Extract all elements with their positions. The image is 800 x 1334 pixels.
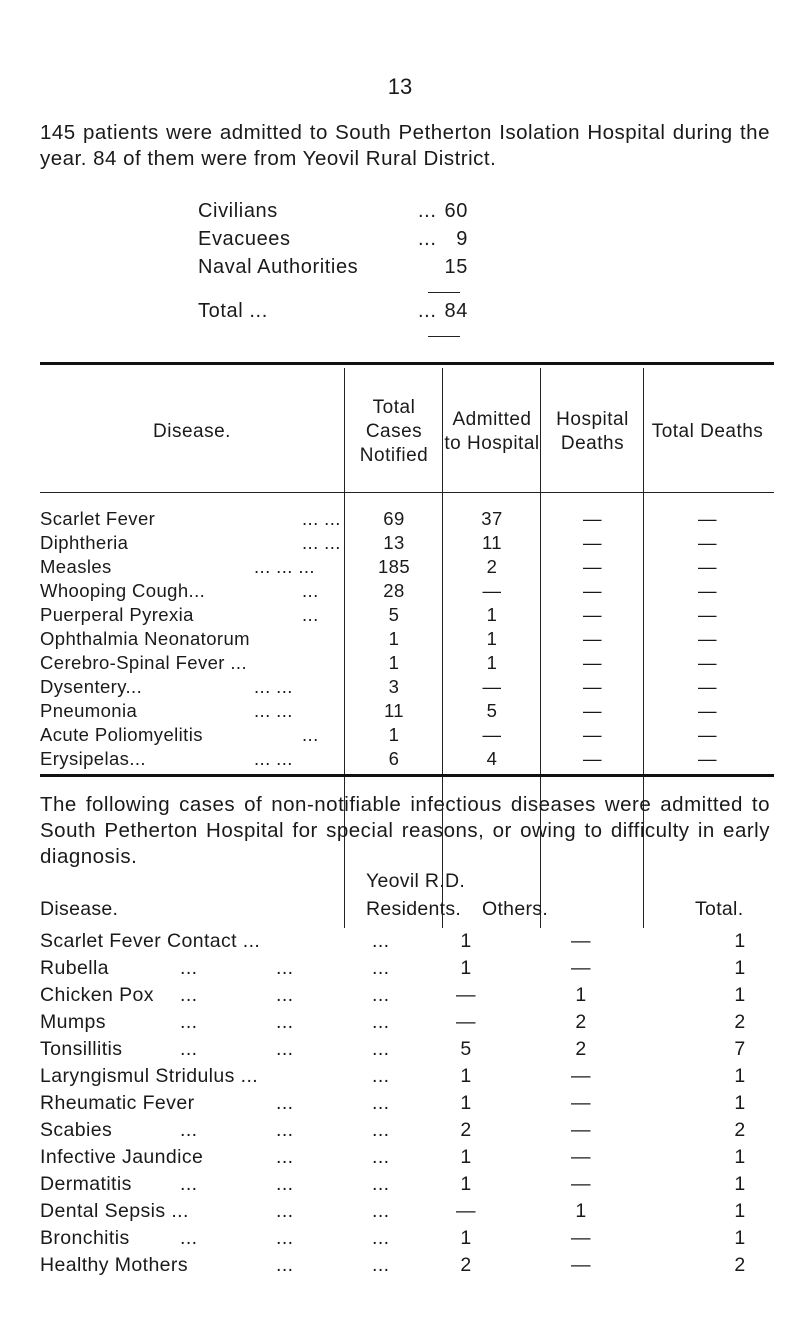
summary-label: Naval Authorities: [198, 256, 359, 278]
disease-name: Tonsillitis: [40, 1038, 123, 1060]
leader-dots: ...: [276, 1146, 294, 1168]
table-row: [40, 532, 774, 556]
cell-total-deaths: —: [698, 580, 717, 601]
cell-cases: 11: [383, 700, 404, 721]
leader-dots: ... ...: [254, 748, 293, 769]
cell-total-deaths: —: [698, 604, 717, 625]
leader-dots: ...: [372, 1011, 390, 1033]
header-disease: Disease.: [40, 898, 119, 920]
leader-dots: ...: [372, 1146, 390, 1168]
cell-hosp-deaths: —: [583, 604, 602, 625]
cell-admitted: 4: [486, 748, 498, 769]
disease-name: Mumps: [40, 1011, 106, 1033]
leader-dots: ...: [372, 1065, 390, 1087]
cell-residents: 1: [460, 1092, 472, 1114]
cell-cases: 13: [383, 532, 405, 553]
cell-admitted: 1: [486, 652, 498, 673]
table-row: [40, 1092, 780, 1116]
header-admitted: Admitted to Hospital: [444, 409, 540, 454]
cell-admitted: 5: [486, 700, 498, 721]
intro-paragraph: [40, 120, 770, 172]
summary-dots: ...: [418, 200, 437, 222]
cell-others: —: [571, 1173, 591, 1195]
header-underline: [40, 492, 344, 493]
cell-total: 1: [734, 1065, 746, 1087]
summary-value: 9: [456, 228, 468, 250]
cell-total-deaths: —: [698, 748, 717, 769]
leader-dots: ...: [276, 1254, 294, 1276]
summary-label: Evacuees: [198, 228, 291, 250]
non-notifiable-paragraph: [40, 792, 770, 870]
leader-dots: ... ... ...: [254, 556, 315, 577]
cell-residents: 5: [460, 1038, 472, 1060]
leader-dots: ...: [276, 1173, 294, 1195]
header-underline: [541, 492, 643, 493]
cell-residents: 1: [460, 1146, 472, 1168]
cell-residents: 1: [460, 1065, 472, 1087]
cell-others: —: [571, 1146, 591, 1168]
disease-name: Dysentery...: [40, 676, 143, 697]
leader-dots: ...: [302, 604, 319, 625]
table-row: [40, 984, 780, 1008]
cell-total: 1: [734, 1173, 746, 1195]
cell-total: 1: [734, 957, 746, 979]
summary-dots: ...: [418, 228, 437, 250]
disease-name: Scarlet Fever: [40, 508, 156, 529]
page-number: 13: [387, 74, 413, 99]
cell-total: 1: [734, 1227, 746, 1249]
disease-name: Rheumatic Fever: [40, 1092, 195, 1114]
summary-row-civilians: [198, 200, 498, 226]
leader-dots: ...: [180, 957, 198, 979]
disease-name: Laryngismul Stridulus ...: [40, 1065, 259, 1087]
cell-total-deaths: —: [698, 724, 717, 745]
cell-cases: 3: [388, 676, 400, 697]
header-underline: [345, 492, 442, 493]
leader-dots: ...: [372, 984, 390, 1006]
cell-total-deaths: —: [698, 652, 717, 673]
disease-name: Dental Sepsis ...: [40, 1200, 189, 1222]
disease-name: Scabies: [40, 1119, 113, 1141]
cell-total: 1: [734, 1092, 746, 1114]
cell-admitted: 2: [486, 556, 498, 577]
cell-others: —: [571, 1227, 591, 1249]
summary-value: 60: [444, 200, 468, 222]
cell-others: —: [571, 1254, 591, 1276]
cell-others: 1: [575, 984, 587, 1006]
table-row: [40, 1254, 780, 1278]
table-row: [40, 580, 774, 604]
cell-others: —: [571, 1119, 591, 1141]
cell-total: 1: [734, 930, 746, 952]
disease-name: Scarlet Fever Contact ...: [40, 930, 261, 952]
leader-dots: ...: [180, 1038, 198, 1060]
leader-dots: ...: [276, 1119, 294, 1141]
leader-dots: ...: [180, 1227, 198, 1249]
cell-residents: 1: [460, 957, 472, 979]
disease-name: Rubella: [40, 957, 109, 979]
cell-admitted: —: [482, 676, 502, 697]
leader-dots: ... ...: [302, 532, 341, 553]
header-others: Others.: [482, 898, 549, 920]
leader-dots: ...: [276, 1092, 294, 1114]
cell-total: 1: [734, 1146, 746, 1168]
table-row: [40, 1146, 780, 1170]
header-total-deaths: Total Deaths: [651, 421, 764, 442]
cell-total: 2: [734, 1011, 746, 1033]
cell-others: 1: [575, 1200, 587, 1222]
leader-dots: ...: [372, 1038, 390, 1060]
cell-total: 7: [734, 1038, 746, 1060]
cell-total: 1: [734, 984, 746, 1006]
cell-residents: 1: [460, 930, 472, 952]
paragraph-text: The following cases of non-notifiable infectious diseases were admitted to South Petherton Hospital for special reasons, or owing to difficulty in early diagnosis.: [40, 793, 770, 868]
cell-hosp-deaths: —: [583, 628, 602, 649]
cell-total: 2: [734, 1119, 746, 1141]
leader-dots: ...: [276, 984, 294, 1006]
summary-dots: ...: [418, 300, 437, 322]
cell-cases: 28: [383, 580, 405, 601]
disease-name: Healthy Mothers: [40, 1254, 188, 1276]
header-underline: [644, 492, 774, 493]
leader-dots: ...: [276, 1038, 294, 1060]
cell-admitted: 37: [481, 508, 503, 529]
leader-dots: ...: [302, 724, 319, 745]
intro-text: 145 patients were admitted to South Petherton Isolation Hospital during the year. 84 of them were from Yeovil Rural District.: [40, 121, 770, 170]
table-row: [40, 930, 780, 954]
disease-name: Cerebro-Spinal Fever ...: [40, 652, 248, 673]
table-top-rule: [40, 362, 774, 365]
cell-total-deaths: —: [698, 628, 717, 649]
cell-admitted: —: [482, 724, 502, 745]
cell-cases: 1: [388, 628, 400, 649]
cell-hosp-deaths: —: [583, 748, 602, 769]
cell-total: 1: [734, 1200, 746, 1222]
cell-others: —: [571, 1092, 591, 1114]
cell-hosp-deaths: —: [583, 508, 602, 529]
cell-total-deaths: —: [698, 508, 717, 529]
cell-admitted: 1: [486, 628, 498, 649]
leader-dots: ...: [180, 1173, 198, 1195]
table-row: [40, 700, 774, 724]
cell-hosp-deaths: —: [583, 676, 602, 697]
leader-dots: ...: [372, 1119, 390, 1141]
cell-residents: 2: [460, 1254, 472, 1276]
leader-dots: ...: [276, 1227, 294, 1249]
summary-rule-bottom: [428, 336, 460, 337]
leader-dots: ...: [372, 957, 390, 979]
leader-dots: ...: [276, 957, 294, 979]
disease-name: Dermatitis: [40, 1173, 132, 1195]
leader-dots: ... ...: [254, 700, 293, 721]
header-hospital-deaths: Hospital Deaths: [556, 409, 629, 454]
header-underline: [443, 492, 540, 493]
cell-residents: —: [456, 984, 476, 1006]
summary-row-evacuees: [198, 228, 498, 254]
disease-name: Whooping Cough...: [40, 580, 206, 601]
cell-others: —: [571, 930, 591, 952]
leader-dots: ...: [372, 1173, 390, 1195]
cell-admitted: —: [482, 580, 502, 601]
disease-name: Bronchitis: [40, 1227, 130, 1249]
table-row: [40, 1173, 780, 1197]
cell-total-deaths: —: [698, 532, 717, 553]
leader-dots: ...: [372, 1092, 390, 1114]
cell-cases: 6: [388, 748, 400, 769]
summary-total-label: Total ...: [198, 300, 268, 322]
leader-dots: ...: [372, 1254, 390, 1276]
table-row: [40, 957, 780, 981]
table-row: [40, 1011, 780, 1035]
header-total: Total.: [695, 898, 744, 920]
table-row: [40, 556, 774, 580]
summary-row-naval: [198, 256, 498, 282]
cell-cases: 5: [388, 604, 400, 625]
header-disease: Disease.: [153, 421, 231, 442]
cell-others: 2: [575, 1011, 587, 1033]
table-row: [40, 1038, 780, 1062]
cell-others: —: [571, 1065, 591, 1087]
table-row: [40, 1227, 780, 1251]
table-row: [40, 1119, 780, 1143]
disease-name: Chicken Pox: [40, 984, 154, 1006]
cell-total-deaths: —: [698, 556, 717, 577]
table-row: [40, 508, 774, 532]
leader-dots: ...: [180, 984, 198, 1006]
leader-dots: ...: [276, 1200, 294, 1222]
table-row: [40, 676, 774, 700]
leader-dots: ...: [302, 580, 319, 601]
cell-total-deaths: —: [698, 700, 717, 721]
disease-name: Acute Poliomyelitis: [40, 724, 203, 745]
leader-dots: ...: [372, 1200, 390, 1222]
table-bottom-rule: [40, 774, 774, 777]
cell-admitted: 1: [486, 604, 498, 625]
header-residents: Residents.: [366, 898, 462, 920]
leader-dots: ...: [372, 1227, 390, 1249]
table-row: [40, 604, 774, 628]
disease-name: Puerperal Pyrexia: [40, 604, 194, 625]
cell-residents: 1: [460, 1173, 472, 1195]
header-total-cases: Total Cases Notified: [359, 397, 429, 466]
cell-others: —: [571, 957, 591, 979]
summary-row-total: [198, 300, 498, 326]
cell-cases: 69: [383, 508, 405, 529]
leader-dots: ...: [372, 930, 390, 952]
header-yeovil-rd: Yeovil R.D.: [366, 870, 466, 892]
cell-total: 2: [734, 1254, 746, 1276]
leader-dots: ...: [180, 1011, 198, 1033]
table-row: [40, 748, 774, 772]
cell-residents: —: [456, 1200, 476, 1222]
table-row: [40, 1200, 780, 1224]
table-row: [40, 1065, 780, 1089]
cell-residents: 2: [460, 1119, 472, 1141]
cell-total-deaths: —: [698, 676, 717, 697]
leader-dots: ... ...: [254, 676, 293, 697]
disease-name: Ophthalmia Neonatorum: [40, 628, 250, 649]
cell-hosp-deaths: —: [583, 532, 602, 553]
summary-label: Civilians: [198, 200, 278, 222]
cell-cases: 185: [377, 556, 411, 577]
disease-name: Infective Jaundice: [40, 1146, 204, 1168]
leader-dots: ... ...: [302, 508, 341, 529]
leader-dots: ...: [180, 1119, 198, 1141]
cell-residents: 1: [460, 1227, 472, 1249]
cell-cases: 1: [388, 724, 400, 745]
cell-hosp-deaths: —: [583, 700, 602, 721]
cell-admitted: 11: [481, 532, 502, 553]
table-row: [40, 652, 774, 676]
cell-hosp-deaths: —: [583, 580, 602, 601]
leader-dots: ...: [276, 1011, 294, 1033]
summary-value: 15: [444, 256, 468, 278]
cell-hosp-deaths: —: [583, 556, 602, 577]
table-row: [40, 724, 774, 748]
summary-rule-top: [428, 292, 460, 293]
cell-others: 2: [575, 1038, 587, 1060]
disease-name: Pneumonia: [40, 700, 138, 721]
cell-cases: 1: [388, 652, 400, 673]
summary-total-value: 84: [444, 300, 468, 322]
disease-name: Diphtheria: [40, 532, 129, 553]
cell-residents: —: [456, 1011, 476, 1033]
cell-hosp-deaths: —: [583, 724, 602, 745]
disease-name: Measles: [40, 556, 112, 577]
disease-name: Erysipelas...: [40, 748, 146, 769]
table-row: [40, 628, 774, 652]
cell-hosp-deaths: —: [583, 652, 602, 673]
